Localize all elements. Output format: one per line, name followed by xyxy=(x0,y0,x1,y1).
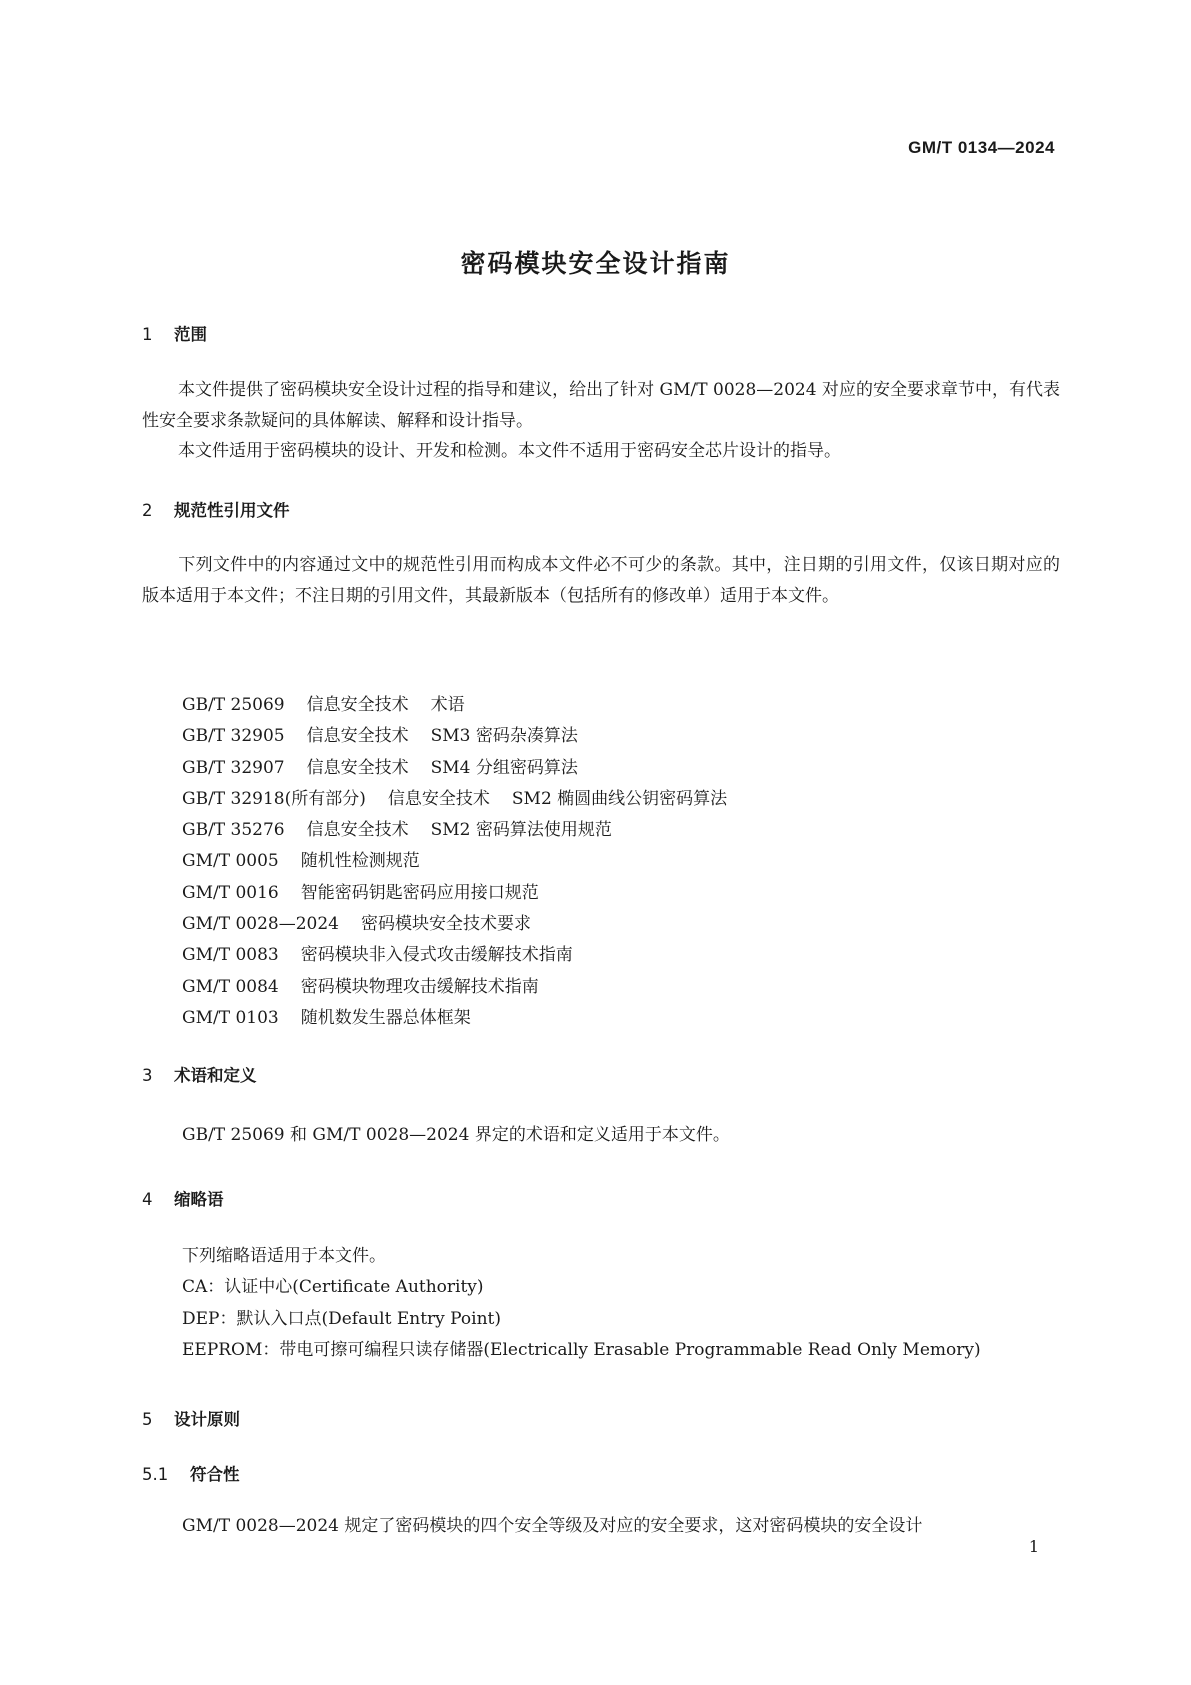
section-2-intro xyxy=(142,550,1060,612)
section-number: 5 xyxy=(142,1410,153,1429)
section-number: 2 xyxy=(142,501,153,520)
normative-references-list xyxy=(182,690,727,1034)
section-2-heading xyxy=(142,497,290,521)
section-number: 5.1 xyxy=(142,1465,169,1484)
reference-code: GB/T 32918(所有部分) xyxy=(182,788,366,809)
reference-title: 随机性检测规范 xyxy=(300,851,420,872)
section-number: 4 xyxy=(142,1190,153,1209)
reference-title: 信息安全技术 xyxy=(306,820,409,841)
abbreviations-intro: 下列缩略语适用于本文件。 xyxy=(182,1246,386,1266)
reference-title: 密码模块非入侵式攻击缓解技术指南 xyxy=(300,945,573,966)
reference-code: GM/T 0103 xyxy=(182,1007,279,1028)
section-3-heading xyxy=(142,1062,257,1086)
reference-code: GM/T 0083 xyxy=(182,945,279,966)
reference-subtitle: 术语 xyxy=(430,695,465,715)
reference-title: 信息安全技术 xyxy=(306,726,409,747)
reference-item xyxy=(182,972,727,1003)
reference-title: 智能密码钥匙密码应用接口规范 xyxy=(300,882,539,903)
section-5-1-paragraph-1: GM/T 0028—2024 规定了密码模块的四个安全等级及对应的安全要求，这对密码模块的安全设计 xyxy=(182,1516,923,1536)
reference-title: 信息安全技术 xyxy=(306,757,409,778)
section-number: 1 xyxy=(142,325,153,344)
reference-title: 信息安全技术 xyxy=(306,695,409,715)
section-title: 设计原则 xyxy=(174,1410,240,1429)
reference-code: GM/T 0016 xyxy=(182,882,279,903)
reference-item xyxy=(182,878,727,909)
abbreviations-list xyxy=(182,1241,981,1366)
reference-title: 密码模块安全技术要求 xyxy=(360,914,531,935)
abbreviation-item: EEPROM：带电可擦可编程只读存储器(Electrically Erasable Programmable Read Only Memory) xyxy=(182,1339,981,1360)
section-1-heading xyxy=(142,321,207,345)
section-1-paragraph-1 xyxy=(142,375,1060,437)
reference-code: GB/T 32907 xyxy=(182,757,285,778)
reference-title: 密码模块物理攻击缓解技术指南 xyxy=(300,976,539,997)
reference-subtitle: SM2 椭圆曲线公钥密码算法 xyxy=(511,788,728,809)
section-title: 规范性引用文件 xyxy=(174,501,290,520)
reference-code: GM/T 0084 xyxy=(182,976,279,997)
section-4-heading xyxy=(142,1186,224,1210)
reference-subtitle: SM2 密码算法使用规范 xyxy=(430,820,612,841)
section-3-paragraph-1: GB/T 25069 和 GM/T 0028—2024 界定的术语和定义适用于本文件。 xyxy=(182,1125,730,1145)
section-title: 范围 xyxy=(174,325,207,344)
abbreviation-item: DEP：默认入口点(Default Entry Point) xyxy=(182,1308,502,1329)
section-title: 术语和定义 xyxy=(174,1066,257,1085)
section-1-paragraph-2 xyxy=(142,436,1060,467)
paragraph-text: 本文件提供了密码模块安全设计过程的指导和建议，给出了针对 GM/T 0028—2024 对应的安全要求章节中，有代表性安全要求条款疑问的具体解读、解释和设计指导。 xyxy=(142,380,1060,431)
reference-subtitle: SM3 密码杂凑算法 xyxy=(430,726,578,747)
reference-item xyxy=(182,940,727,971)
reference-code: GM/T 0005 xyxy=(182,851,279,872)
paragraph-text: 下列文件中的内容通过文中的规范性引用而构成本文件必不可少的条款。其中，注日期的引用文件，仅该日期对应的版本适用于本文件；不注日期的引用文件，其最新版本（包括所有的修改单）适用于本文件。 xyxy=(142,555,1060,606)
reference-code: GM/T 0028—2024 xyxy=(182,914,339,935)
document-title: 密码模块安全设计指南 xyxy=(460,249,731,278)
paragraph-text: 本文件适用于密码模块的设计、开发和检测。本文件不适用于密码安全芯片设计的指导。 xyxy=(178,441,841,461)
reference-code: GB/T 25069 xyxy=(182,695,285,715)
reference-code: GB/T 35276 xyxy=(182,820,285,841)
reference-item xyxy=(182,815,727,846)
document-code: GM/T 0134—2024 xyxy=(908,138,1055,157)
abbreviation-item: CA：认证中心(Certificate Authority) xyxy=(182,1277,484,1298)
section-title: 缩略语 xyxy=(174,1190,224,1209)
reference-subtitle: SM4 分组密码算法 xyxy=(430,757,578,778)
reference-item xyxy=(182,1003,727,1034)
section-5-1-heading xyxy=(142,1461,240,1485)
reference-item xyxy=(182,846,727,877)
reference-code: GB/T 32905 xyxy=(182,726,285,747)
reference-title: 信息安全技术 xyxy=(387,788,490,809)
reference-item xyxy=(182,784,727,815)
section-title: 符合性 xyxy=(190,1465,240,1484)
reference-title: 随机数发生器总体框架 xyxy=(300,1007,471,1028)
page-number: 1 xyxy=(1028,1537,1039,1556)
reference-item xyxy=(182,721,727,752)
section-5-heading xyxy=(142,1406,240,1430)
section-number: 3 xyxy=(142,1066,153,1085)
reference-item xyxy=(182,909,727,940)
reference-item xyxy=(182,753,727,784)
reference-item xyxy=(182,690,727,721)
